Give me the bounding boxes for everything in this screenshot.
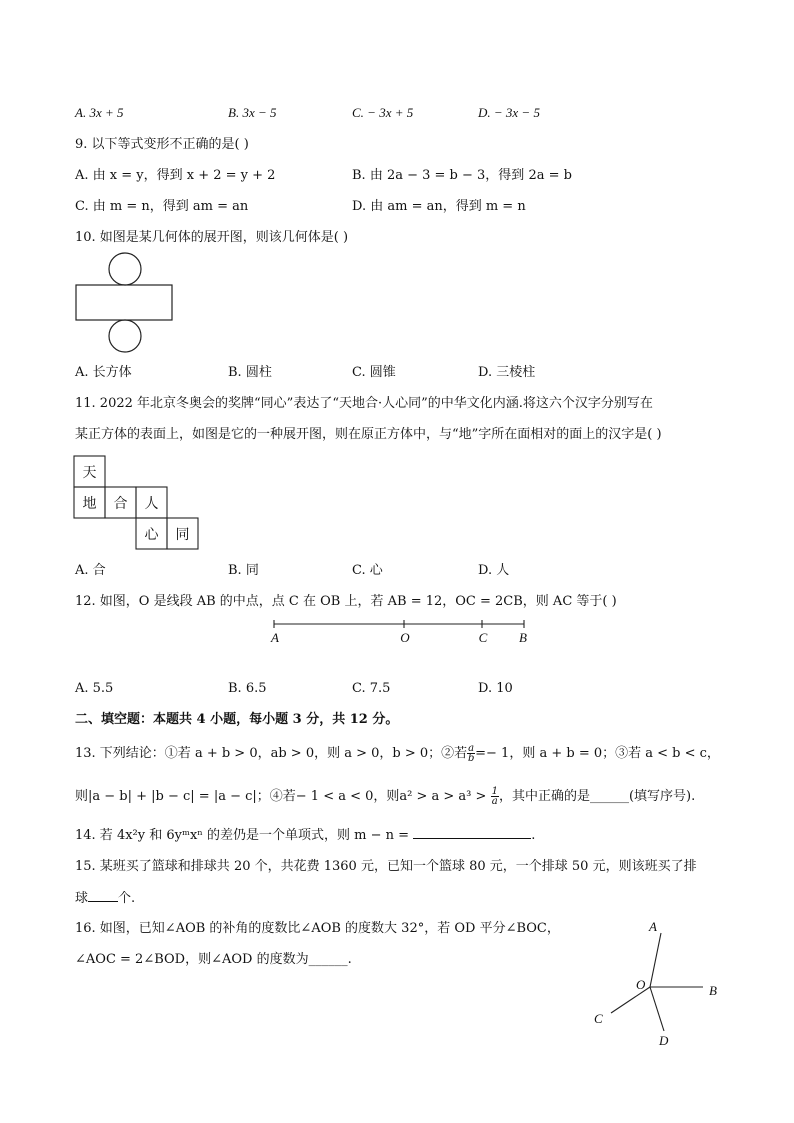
angle-label-a: A <box>649 919 657 934</box>
q11-option-b: B. 同 <box>228 563 259 578</box>
q11-stem-line1: 11. 2022 年北京冬奥会的奖牌“同心”表达了“天地合·人心同”的中华文化内涵.将这六个汉字分别写在 <box>75 396 653 411</box>
angle-label-d: D <box>659 1033 669 1048</box>
angle-label-b: B <box>709 983 717 998</box>
q13-part2: =− 1，则 a + b = 0；③若 a < b < c， <box>475 746 720 761</box>
angle-figure <box>585 915 735 1055</box>
q13-fraction-a-over-b <box>467 744 475 763</box>
q11-option-a: A. 合 <box>75 563 106 578</box>
q13-line2a: 则|a − b| + |b − c| = |a − c|；④若− 1 < a < 0，则a² > a > a³ > <box>75 789 487 804</box>
q15-line2b: 个. <box>118 891 136 906</box>
q10-option-b: B. 圆柱 <box>228 365 272 380</box>
cube-net-figure <box>73 455 203 551</box>
q12-stem: 12. 如图，O 是线段 AB 的中点，点 C 在 OB 上，若 AB = 12，OC = 2CB，则 AC 等于( ) <box>75 594 617 609</box>
q9-option-c: C. 由 m = n，得到 am = an <box>75 199 249 214</box>
q9-stem: 9. 以下等式变形不正确的是( ) <box>75 137 249 152</box>
point-label-b: B <box>519 630 527 645</box>
net-top-circle <box>109 253 141 285</box>
q9-option-b: B. 由 2a − 3 = b − 3，得到 2a = b <box>352 168 572 183</box>
q11-option-c: C. 心 <box>352 563 383 578</box>
point-label-c: C <box>478 630 488 645</box>
point-label-o: O <box>400 630 410 645</box>
q15-line1: 15. 某班买了篮球和排球共 20 个，共花费 1360 元，已知一个篮球 80 元，一个排球 50 元，则该班买了排 <box>75 859 697 874</box>
q16-line1: 16. 如图，已知∠AOB 的补角的度数比∠AOB 的度数大 32°，若 OD 平分∠BOC， <box>75 921 560 936</box>
q13-line2b: ，其中正确的是______(填写序号). <box>498 789 696 804</box>
q14-text: 14. 若 4x²y 和 6yᵐxⁿ 的差仍是一个单项式，则 m − n = <box>75 828 410 843</box>
net-bottom-circle <box>109 320 141 352</box>
q12-option-a: A. 5.5 <box>75 681 114 696</box>
q11-stem-line2: 某正方体的表面上，如图是它的一种展开图，则在原正方体中，与“地”字所在面相对的面上的汉字是( ) <box>75 427 662 442</box>
cube-char-di: 地 <box>82 497 97 512</box>
section-heading-fill-in: 二、填空题：本题共 4 小题，每小题 3 分，共 12 分。 <box>75 712 399 727</box>
cube-char-tong: 同 <box>175 528 190 543</box>
q12-option-b: B. 6.5 <box>228 681 267 696</box>
cube-char-tian: 天 <box>82 466 97 481</box>
q14-answer-blank[interactable] <box>413 826 531 839</box>
q13-fraction-1-over-a <box>491 787 499 806</box>
ray-oa <box>650 933 661 987</box>
cube-char-ren: 人 <box>144 497 159 512</box>
q14-line: 14. 若 4x²y 和 6yᵐxⁿ 的差仍是一个单项式，则 m − n = . <box>75 828 536 843</box>
q8-option-c: C. − 3x + 5 <box>352 105 414 120</box>
ray-od <box>650 987 664 1031</box>
cube-char-xin: 心 <box>144 528 159 543</box>
cube-char-he: 合 <box>113 497 128 512</box>
q11-option-d: D. 人 <box>478 563 510 578</box>
q9-option-a: A. 由 x = y，得到 x + 2 = y + 2 <box>75 168 276 183</box>
q15-answer-blank[interactable] <box>88 889 118 902</box>
q15-line2a: 球 <box>75 891 89 906</box>
point-label-a: A <box>271 630 279 645</box>
q13-part1: 13. 下列结论：①若 a + b > 0，ab > 0，则 a > 0，b > 0；②若 <box>75 746 468 761</box>
q10-option-d: D. 三棱柱 <box>478 365 536 380</box>
segment-figure <box>266 618 536 646</box>
q13-line1 <box>75 744 720 763</box>
q9-option-d: D. 由 am = an，得到 m = n <box>352 199 526 214</box>
q13-frac2-den: a <box>491 796 498 807</box>
q8-option-b: B. 3x − 5 <box>228 105 277 120</box>
q15-line2 <box>75 889 135 908</box>
q10-option-a: A. 长方体 <box>75 365 132 380</box>
q13-line2 <box>75 787 695 806</box>
cylinder-net-figure <box>70 250 180 356</box>
q12-option-c: C. 7.5 <box>352 681 391 696</box>
net-rectangle <box>76 285 172 320</box>
angle-label-o: O <box>636 977 646 992</box>
angle-label-c: C <box>594 1011 603 1026</box>
q13-frac-num: a <box>468 743 475 754</box>
q13-frac-den: b <box>467 753 475 764</box>
q12-option-d: D. 10 <box>478 681 513 696</box>
q10-stem: 10. 如图是某几何体的展开图，则该几何体是( ) <box>75 230 349 245</box>
q8-option-a: A. 3x + 5 <box>75 105 124 120</box>
q13-frac2-num: 1 <box>491 786 498 797</box>
q10-option-c: C. 圆锥 <box>352 365 396 380</box>
q16-line2: ∠AOC = 2∠BOD，则∠AOD 的度数为______. <box>75 952 352 967</box>
q8-option-d: D. − 3x − 5 <box>478 105 540 120</box>
